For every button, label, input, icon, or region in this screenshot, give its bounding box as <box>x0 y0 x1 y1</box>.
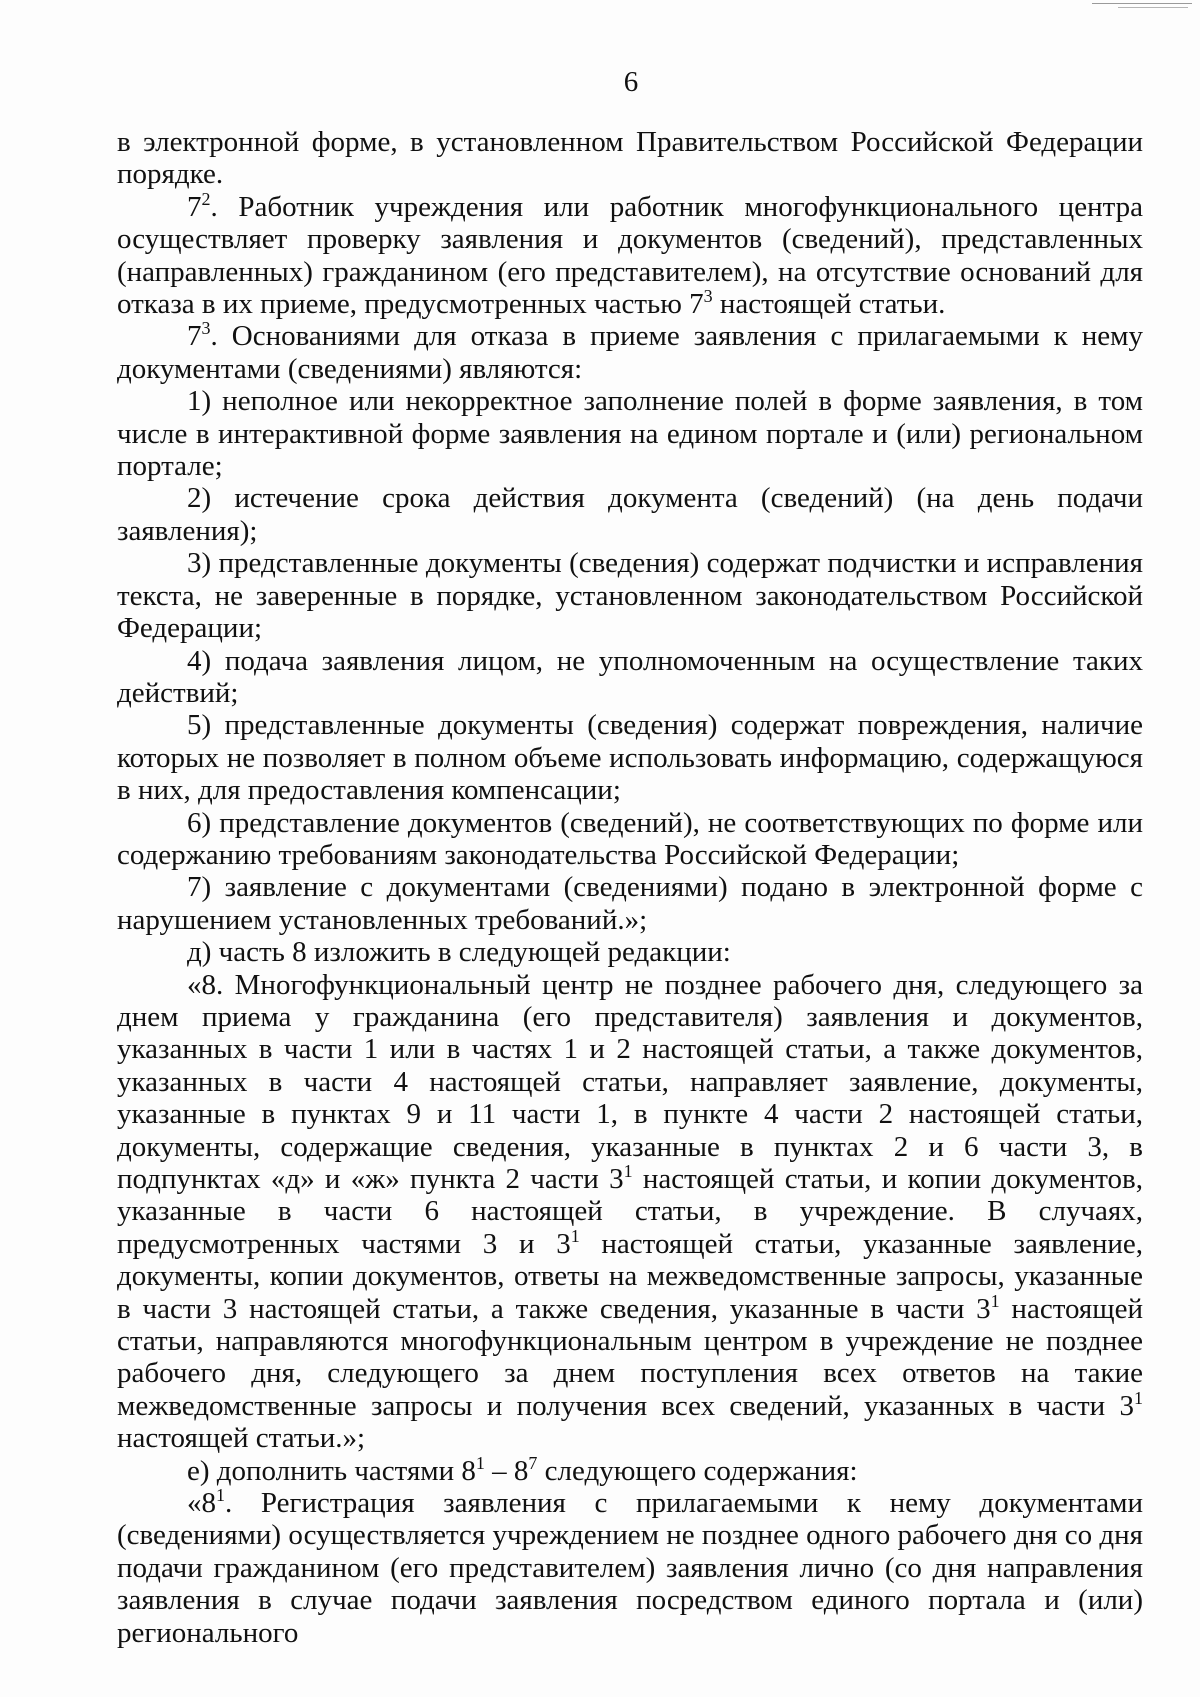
text-run: 5) представленные документы (сведения) содержат повреждения, наличие которых не позволяет в полном объеме использовать информацию, содержащуюся в них, для предоставления компенсации; <box>117 709 1143 807</box>
paragraph-p12 <box>117 1452 1143 1487</box>
text-run: д) часть 8 изложить в следующей редакции: <box>187 936 731 969</box>
paragraph-p5 <box>117 547 1143 644</box>
text-run: настоящей статьи, и копии документов, указанные в части 6 настоящей статьи, в учреждение. В случаях, предусмотренных частями 3 и 3 <box>117 1163 1143 1260</box>
text-run: 7 <box>187 190 202 223</box>
paragraph-p0 <box>117 126 1143 191</box>
paragraph-p3 <box>117 385 1143 482</box>
paragraph-p6 <box>117 645 1143 710</box>
superscript: 1 <box>216 1485 225 1506</box>
paragraph-p1 <box>117 188 1143 321</box>
text-run: настоящей статьи. <box>712 288 946 321</box>
superscript: 1 <box>1134 1387 1143 1408</box>
text-run: 7 <box>187 320 202 353</box>
text-run: настоящей статьи.»; <box>117 1422 366 1455</box>
text-run: настоящей статьи, указанные заявление, документы, копии документов, ответы на межведомственные запросы, указанные в части 3 настоящей статьи, а также сведения, указанные в части 3 <box>117 1227 1143 1325</box>
paragraph-p9 <box>117 871 1143 936</box>
paragraph-p11 <box>117 969 1143 1455</box>
text-run: 2) истечение срока действия документа (сведений) (на день подачи заявления); <box>117 482 1143 547</box>
paragraph-p8 <box>117 807 1143 872</box>
text-run: е) дополнить частями 8 <box>187 1454 476 1487</box>
scan-edge-mark <box>1092 3 1192 4</box>
superscript: 7 <box>528 1452 538 1473</box>
text-run: настоящей статьи, направляются многофункциональным центром в учреждение не позднее рабочего дня, следующего за днем поступления всех ответов на такие межведомственные запросы и получения всех сведений, указанных в части 3 <box>117 1292 1143 1422</box>
text-run: 7) заявление с документами (сведениями) подано в электронной форме с нарушением установленных требований.»; <box>117 871 1143 936</box>
superscript: 1 <box>570 1225 580 1246</box>
text-run: следующего содержания: <box>537 1454 858 1487</box>
text-run: . Регистрация заявления с прилагаемыми к нему документами (сведениями) осуществляется учреждением не позднее одного рабочего дня со дня подачи гражданином (его представителем) заявления лично (со дня направления заявления в случае подачи заявления посредством единого портала и (или) регионального <box>117 1487 1143 1649</box>
document-body <box>117 126 1143 1649</box>
paragraph-p4 <box>117 482 1143 547</box>
paragraph-p13 <box>117 1487 1143 1649</box>
superscript: 3 <box>201 318 211 339</box>
superscript: 1 <box>990 1290 1000 1311</box>
text-run: 3) представленные документы (сведения) содержат подчистки и исправления текста, не заверенные в порядке, установленном законодательством Российской Федерации; <box>117 547 1143 645</box>
page-number: 6 <box>623 66 639 98</box>
text-run: «8 <box>187 1487 216 1520</box>
superscript: 1 <box>623 1161 633 1181</box>
text-run: 1) неполное или некорректное заполнение полей в форме заявления, в том числе в интерактивной форме заявления на едином портале и (или) региональном портале; <box>117 385 1143 483</box>
text-run: . Работник учреждения или работник многофункционального центра осуществляет проверку заявления и документов (сведений), представленных (направленных) гражданином (его представителем), на отсутствие оснований для отказа в их приеме, предусмотренных частью 7 <box>117 190 1143 321</box>
superscript: 1 <box>475 1452 485 1473</box>
paragraph-p2 <box>117 320 1143 385</box>
superscript: 2 <box>201 188 211 209</box>
text-run: «8. Многофункциональный центр не позднее рабочего дня, следующего за днем приема у гражданина (его представителя) заявления и документов, указанных в части 1 или в частях 1 и 2 настоящей статьи, а также документов, указанных в части 4 настоящей статьи, направляет заявление, документы, указанные в пунктах 9 и 11 части 1, в пункте 4 части 2 настоящей статьи, документы, содержащие сведения, указанные в пунктах 2 и 6 части 3, в подпунктах «д» и «ж» пункта 2 части 3 <box>117 968 1143 1195</box>
text-run: в электронной форме, в установленном Правительством Российской Федерации порядке. <box>117 126 1143 191</box>
text-run: 6) представление документов (сведений), не соответствующих по форме или содержанию требованиям законодательства Российской Федерации; <box>117 806 1143 871</box>
text-run: 4) подача заявления лицом, не уполномоченным на осуществление таких действий; <box>117 644 1143 709</box>
text-run: . Основаниями для отказа в приеме заявления с прилагаемыми к нему документами (сведениями) являются: <box>117 320 1143 385</box>
scan-edge-mark <box>1118 7 1188 8</box>
paragraph-p10 <box>117 936 1143 968</box>
text-run: – 8 <box>484 1454 529 1487</box>
superscript: 3 <box>703 286 713 307</box>
paragraph-p7 <box>117 709 1143 806</box>
